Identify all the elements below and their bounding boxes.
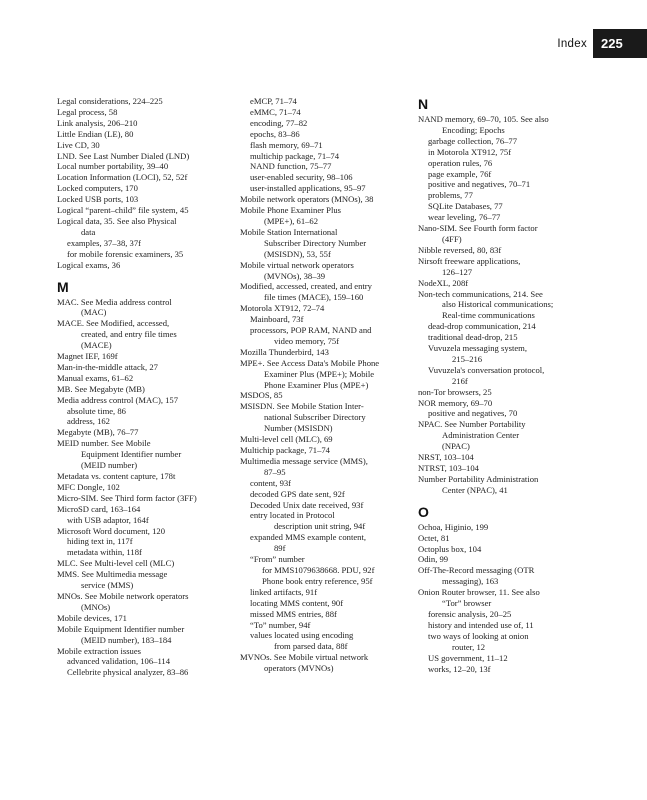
entry-line: Phone book entry reference, 95f	[262, 575, 373, 586]
index-subentry	[418, 332, 608, 343]
entry-line: Multichip package, 71–74	[240, 445, 330, 455]
index-subentry	[240, 576, 410, 587]
index-subentry	[240, 609, 410, 620]
section-letter: N	[418, 96, 429, 112]
entry-line: Location Information (LOCI), 52, 52f	[57, 172, 188, 183]
index-entry	[418, 463, 608, 474]
index-entry	[57, 384, 237, 395]
entry-line: encoding, 77–82	[250, 117, 308, 128]
index-entry	[57, 194, 237, 205]
index-subentry	[240, 554, 410, 565]
index-subentry	[240, 325, 410, 347]
index-subentry	[240, 314, 410, 325]
entry-line: Administration Center	[442, 430, 520, 441]
entry-line: Logical exams, 36	[57, 259, 121, 270]
index-subentry	[240, 140, 410, 151]
index-entry	[418, 289, 608, 322]
index-entry	[418, 114, 608, 136]
entry-line: Nano-SIM. See Fourth form factor	[418, 223, 538, 234]
index-subentry	[57, 515, 237, 526]
page-header	[447, 0, 647, 60]
entry-line: 126–127	[442, 266, 473, 277]
index-entry	[240, 358, 410, 391]
page-number: 225	[601, 36, 623, 51]
entry-line: Vuvuzela messaging system,	[428, 343, 528, 354]
entry-line: (MEID number), 183–184	[81, 634, 172, 645]
entry-line: NRST, 103–104	[418, 452, 474, 463]
entry-line: (MSISDN), 53, 55f	[264, 248, 331, 259]
entry-line: Mobile Station International	[240, 226, 338, 237]
entry-line: forensic analysis, 20–25	[428, 608, 512, 619]
entry-line: MEID number. See Mobile	[57, 438, 151, 449]
entry-line: Modified, accessed, created, and entry	[240, 281, 372, 292]
entry-line: description unit string, 94f	[274, 521, 366, 532]
index-entry	[57, 140, 237, 151]
entry-line: NodeXL, 208f	[418, 277, 469, 288]
index-subentry	[57, 656, 237, 667]
entry-line: SQLite Databases, 77	[428, 201, 503, 212]
entry-line: “To” number, 94f	[250, 619, 311, 630]
entry-line: Octoplus box, 104	[418, 543, 482, 554]
index-entry	[57, 151, 237, 162]
index-subentry	[418, 408, 608, 419]
index-subentry	[240, 587, 410, 598]
entry-line: router, 12	[452, 641, 486, 652]
entry-line: from parsed data, 88f	[274, 641, 348, 652]
index-subentry	[240, 161, 410, 172]
entry-line: 87–95	[264, 466, 286, 477]
entry-line: entry located in Protocol	[250, 510, 335, 521]
entry-line: Local number portability, 39–40	[57, 161, 169, 172]
index-subentry	[418, 190, 608, 201]
entry-line: Logical data, 35. See also Physical	[57, 215, 177, 226]
entry-line: Little Endian (LE), 80	[57, 128, 134, 139]
index-entry	[418, 223, 608, 245]
entry-line: US government, 11–12	[428, 652, 508, 663]
entry-line: NTRST, 103–104	[418, 463, 479, 473]
entry-line: MicroSD card, 163–164	[57, 503, 141, 514]
index-entry	[240, 303, 410, 314]
entry-line: in Motorola XT912, 75f	[428, 146, 512, 157]
entry-line: LND. See Last Number Dialed (LND)	[57, 150, 190, 161]
entry-line: service (MMS)	[81, 580, 134, 591]
index-subentry	[240, 151, 410, 162]
index-entry	[240, 194, 410, 205]
index-entry	[418, 544, 608, 555]
index-entry	[240, 390, 410, 401]
entry-line: advanced validation, 106–114	[67, 656, 171, 667]
entry-line: Man-in-the-middle attack, 27	[57, 361, 158, 372]
index-subentry	[418, 343, 608, 365]
entry-line: MACE. See Modified, accessed,	[57, 318, 170, 329]
index-entry	[57, 558, 237, 569]
entry-line: (4FF)	[442, 233, 462, 244]
index-entry	[57, 395, 237, 406]
entry-line: MSDOS, 85	[240, 390, 283, 401]
index-entry	[57, 493, 237, 504]
entry-line: with USB adaptor, 164f	[67, 514, 149, 525]
entry-line: traditional dead-drop, 215	[428, 332, 518, 343]
index-entry	[418, 522, 608, 533]
page-number-box	[593, 29, 647, 58]
entry-line: Subscriber Directory Number	[264, 237, 367, 248]
entry-line: Locked computers, 170	[57, 183, 138, 194]
entry-line: NPAC. See Number Portability	[418, 419, 526, 430]
entry-line: Encoding; Epochs	[442, 124, 505, 135]
index-entry	[57, 482, 237, 493]
index-subentry	[57, 416, 237, 427]
index-entry	[240, 434, 410, 445]
entry-line: flash memory, 69–71	[250, 139, 323, 150]
index-entry	[418, 245, 608, 256]
index-subentry	[240, 565, 410, 576]
index-subentry	[418, 158, 608, 169]
entry-line: Micro-SIM. See Third form factor (3FF)	[57, 492, 197, 503]
index-entry	[418, 256, 608, 278]
entry-line: Examiner Plus (MPE+); Mobile	[264, 368, 375, 379]
entry-line: positive and negatives, 70	[428, 408, 518, 419]
index-entry	[240, 401, 410, 434]
entry-line: MPE+. See Access Data's Mobile Phone	[240, 357, 380, 368]
index-subentry	[240, 172, 410, 183]
index-subentry	[240, 598, 410, 609]
index-subentry	[418, 201, 608, 212]
index-entry	[57, 297, 237, 319]
running-head: Index	[557, 38, 587, 50]
index-subentry	[57, 249, 237, 260]
index-entry	[418, 398, 608, 409]
index-column-1	[57, 96, 237, 678]
entry-line: Equipment Identifier number	[81, 449, 182, 460]
entry-line: Onion Router browser, 11. See also	[418, 587, 540, 598]
entry-line: multichip package, 71–74	[250, 150, 340, 161]
index-entry	[240, 445, 410, 456]
entry-line: for MMS1079638668. PDU, 92f	[262, 564, 375, 575]
entry-line: MB. See Megabyte (MB)	[57, 383, 145, 394]
index-entry	[57, 471, 237, 482]
index-subentry	[57, 536, 237, 547]
entry-line: Motorola XT912, 72–74	[240, 303, 325, 314]
entry-line: (MVNOs), 38–39	[264, 270, 326, 281]
entry-line: problems, 77	[428, 190, 473, 201]
section-letter: O	[418, 503, 429, 520]
entry-line: linked artifacts, 91f	[250, 586, 318, 597]
index-entry	[57, 351, 237, 362]
entry-line: file times (MACE), 159–160	[264, 292, 364, 303]
index-entry	[57, 362, 237, 373]
index-subentry	[57, 406, 237, 417]
entry-line: “From” number	[250, 554, 305, 565]
entry-line: missed MMS entries, 88f	[250, 608, 337, 619]
entry-line: decoded GPS date sent, 92f	[250, 488, 345, 499]
index-subentry	[418, 147, 608, 158]
section-letter: M	[57, 278, 69, 295]
entry-line: Live CD, 30	[57, 139, 100, 150]
entry-line: operation rules, 76	[428, 157, 493, 168]
entry-line: MNOs. See Mobile network operators	[57, 590, 189, 601]
entry-line: NAND function, 75–77	[250, 161, 332, 172]
index-entry	[57, 427, 237, 438]
entry-line: Mainboard, 73f	[250, 314, 304, 325]
entry-line: Number Portability Administration	[418, 473, 539, 484]
entry-line: Mobile network operators (MNOs), 38	[240, 194, 374, 205]
index-subentry	[418, 179, 608, 190]
entry-line: MFC Dongle, 102	[57, 481, 120, 492]
entry-line: content, 93f	[250, 477, 292, 488]
entry-line: NAND memory, 69–70, 105. See also	[418, 114, 549, 124]
index-entry	[418, 387, 608, 398]
entry-line: Non-tech communications, 214. See	[418, 288, 543, 299]
index-entry	[418, 587, 608, 609]
entry-line: Decoded Unix date received, 93f	[250, 499, 364, 510]
entry-line: Center (NPAC), 41	[442, 484, 508, 495]
entry-line: Vuvuzela's conversation protocol,	[428, 364, 545, 375]
entry-line: page example, 76f	[428, 168, 492, 179]
index-entry	[240, 652, 410, 674]
entry-line: Octet, 81	[418, 532, 450, 543]
entry-line: (MAC)	[81, 307, 107, 318]
entry-line: Cellebrite physical analyzer, 83–86	[67, 667, 189, 678]
entry-line: Logical “parent–child” file system, 45	[57, 205, 189, 216]
index-entry	[240, 227, 410, 260]
entry-line: eMCP, 71–74	[250, 96, 297, 106]
entry-line: works, 12–20, 13f	[428, 663, 491, 674]
entry-line: history and intended use of, 11	[428, 619, 534, 630]
index-subentry	[240, 620, 410, 631]
entry-line: Megabyte (MB), 76–77	[57, 427, 139, 438]
entry-line: non-Tor browsers, 25	[418, 386, 492, 397]
entry-line: Odin, 99	[418, 554, 449, 565]
entry-line: Metadata vs. content capture, 178t	[57, 471, 176, 481]
index-subentry	[240, 489, 410, 500]
entry-line: absolute time, 86	[67, 405, 126, 416]
entry-line: Multi-level cell (MLC), 69	[240, 434, 333, 445]
entry-line: Phone Examiner Plus (MPE+)	[264, 379, 369, 390]
index-subentry	[240, 510, 410, 532]
entry-line: also Historical communications;	[442, 299, 554, 310]
entry-line: Nirsoft freeware applications,	[418, 255, 521, 266]
index-subentry	[240, 478, 410, 489]
index-subentry	[240, 118, 410, 129]
entry-line: 215–216	[452, 353, 483, 364]
entry-line: (MEID number)	[81, 460, 138, 471]
entry-line: Off-The-Record messaging (OTR	[418, 565, 535, 576]
entry-line: hiding text in, 117f	[67, 536, 133, 547]
entry-line: NOR memory, 69–70	[418, 397, 493, 408]
index-subentry	[57, 547, 237, 558]
entry-line: processors, POP RAM, NAND and	[250, 325, 372, 336]
index-subentry	[418, 365, 608, 387]
entry-line: Multimedia message service (MMS),	[240, 455, 368, 466]
entry-line: Legal process, 58	[57, 106, 118, 117]
index-entry	[240, 260, 410, 282]
index-entry	[240, 281, 410, 303]
entry-line: wear leveling, 76–77	[428, 212, 501, 223]
entry-line: dead-drop communication, 214	[428, 321, 536, 332]
entry-line: positive and negatives, 70–71	[428, 179, 531, 190]
entry-line: Mozilla Thunderbird, 143	[240, 346, 329, 357]
index-subentry	[418, 212, 608, 223]
entry-line: operators (MVNOs)	[264, 663, 334, 674]
entry-line: epochs, 83–86	[250, 128, 300, 139]
entry-line: (NPAC)	[442, 441, 470, 452]
index-entry	[57, 569, 237, 591]
index-subentry	[240, 532, 410, 554]
index-entry	[240, 347, 410, 358]
index-entry	[57, 96, 237, 107]
index-entry	[418, 278, 608, 289]
entry-line: national Subscriber Directory	[264, 412, 366, 423]
index-entry	[240, 456, 410, 478]
entry-line: data	[81, 226, 96, 237]
entry-line: video memory, 75f	[274, 335, 340, 346]
index-entry	[57, 260, 237, 271]
index-entry	[57, 526, 237, 537]
index-entry	[57, 129, 237, 140]
entry-line: examples, 37–38, 37f	[67, 237, 141, 248]
entry-line: 216f	[452, 375, 468, 386]
entry-line: MMS. See Multimedia message	[57, 569, 168, 580]
entry-line: Manual exams, 61–62	[57, 372, 134, 383]
entry-line: Microsoft Word document, 120	[57, 525, 165, 536]
entry-line: user-enabled security, 98–106	[250, 172, 353, 183]
entry-line: Mobile Equipment Identifier number	[57, 623, 185, 634]
entry-line: Mobile extraction issues	[57, 645, 142, 656]
index-entry	[418, 533, 608, 544]
entry-line: for mobile forensic examiners, 35	[67, 248, 184, 259]
entry-line: created, and entry file times	[81, 329, 177, 340]
entry-line: Mobile Phone Examiner Plus	[240, 205, 341, 216]
entry-line: 89f	[274, 543, 286, 554]
index-entry	[240, 205, 410, 227]
entry-line: locating MMS content, 90f	[250, 597, 344, 608]
index-entry	[418, 565, 608, 587]
index-subentry	[418, 169, 608, 180]
entry-line: garbage collection, 76–77	[428, 135, 518, 146]
entry-line: Nibble reversed, 80, 83f	[418, 244, 502, 255]
index-entry	[57, 205, 237, 216]
entry-line: Legal considerations, 224–225	[57, 96, 163, 106]
index-subentry	[418, 321, 608, 332]
index-subentry	[240, 500, 410, 511]
entry-line: messaging), 163	[442, 576, 499, 587]
index-entry	[418, 452, 608, 463]
index-entry	[57, 183, 237, 194]
entry-line: MAC. See Media address control	[57, 296, 172, 307]
index-entry	[57, 613, 237, 624]
entry-line: (MACE)	[81, 340, 112, 351]
index-subentry	[418, 664, 608, 675]
entry-line: expanded MMS example content,	[250, 532, 366, 543]
index-subentry	[240, 183, 410, 194]
index-entry	[57, 172, 237, 183]
entry-line: Link analysis, 206–210	[57, 117, 138, 128]
index-column-3	[418, 96, 608, 674]
entry-line: MSISDN. See Mobile Station Inter-	[240, 401, 364, 412]
index-subentry	[57, 238, 237, 249]
index-subentry	[240, 630, 410, 652]
index-entry	[57, 438, 237, 471]
index-entry	[57, 318, 237, 351]
index-subentry	[418, 653, 608, 664]
index-subentry	[57, 667, 237, 678]
index-entry	[57, 504, 237, 515]
entry-line: Real-time communications	[442, 310, 535, 321]
index-entry	[57, 216, 237, 238]
entry-line: MLC. See Multi-level cell (MLC)	[57, 558, 175, 569]
index-subentry	[418, 620, 608, 631]
entry-line: MVNOs. See Mobile virtual network	[240, 652, 369, 663]
index-entry	[57, 107, 237, 118]
index-entry	[418, 554, 608, 565]
entry-line: address, 162	[67, 416, 110, 427]
index-entry	[57, 624, 237, 646]
entry-line: Locked USB ports, 103	[57, 194, 139, 205]
entry-line: “Tor” browser	[442, 598, 492, 609]
entry-line: Number (MSISDN)	[264, 423, 333, 434]
entry-line: values located using encoding	[250, 630, 354, 641]
index-entry	[57, 161, 237, 172]
entry-line: metadata within, 118f	[67, 547, 142, 558]
index-entry	[418, 419, 608, 452]
entry-line: Mobile virtual network operators	[240, 259, 354, 270]
index-subentry	[418, 631, 608, 653]
entry-line: (MPE+), 61–62	[264, 215, 319, 226]
entry-line: user-installed applications, 95–97	[250, 183, 366, 194]
index-subentry	[240, 96, 410, 107]
entry-line: (MNOs)	[81, 601, 111, 612]
index-entry	[57, 118, 237, 129]
index-subentry	[240, 129, 410, 140]
index-entry	[57, 591, 237, 613]
entry-line: Magnet IEF, 169f	[57, 351, 118, 362]
index-column-2	[240, 96, 410, 674]
entry-line: eMMC, 71–74	[250, 106, 301, 117]
entry-line: Mobile devices, 171	[57, 612, 127, 623]
index-entry	[57, 646, 237, 657]
index-entry	[418, 474, 608, 496]
index-subentry	[418, 136, 608, 147]
entry-line: Ochoa, Higinio, 199	[418, 521, 489, 532]
index-entry	[57, 373, 237, 384]
index-subentry	[240, 107, 410, 118]
entry-line: Media address control (MAC), 157	[57, 394, 179, 405]
entry-line: two ways of looking at onion	[428, 630, 529, 641]
index-subentry	[418, 609, 608, 620]
